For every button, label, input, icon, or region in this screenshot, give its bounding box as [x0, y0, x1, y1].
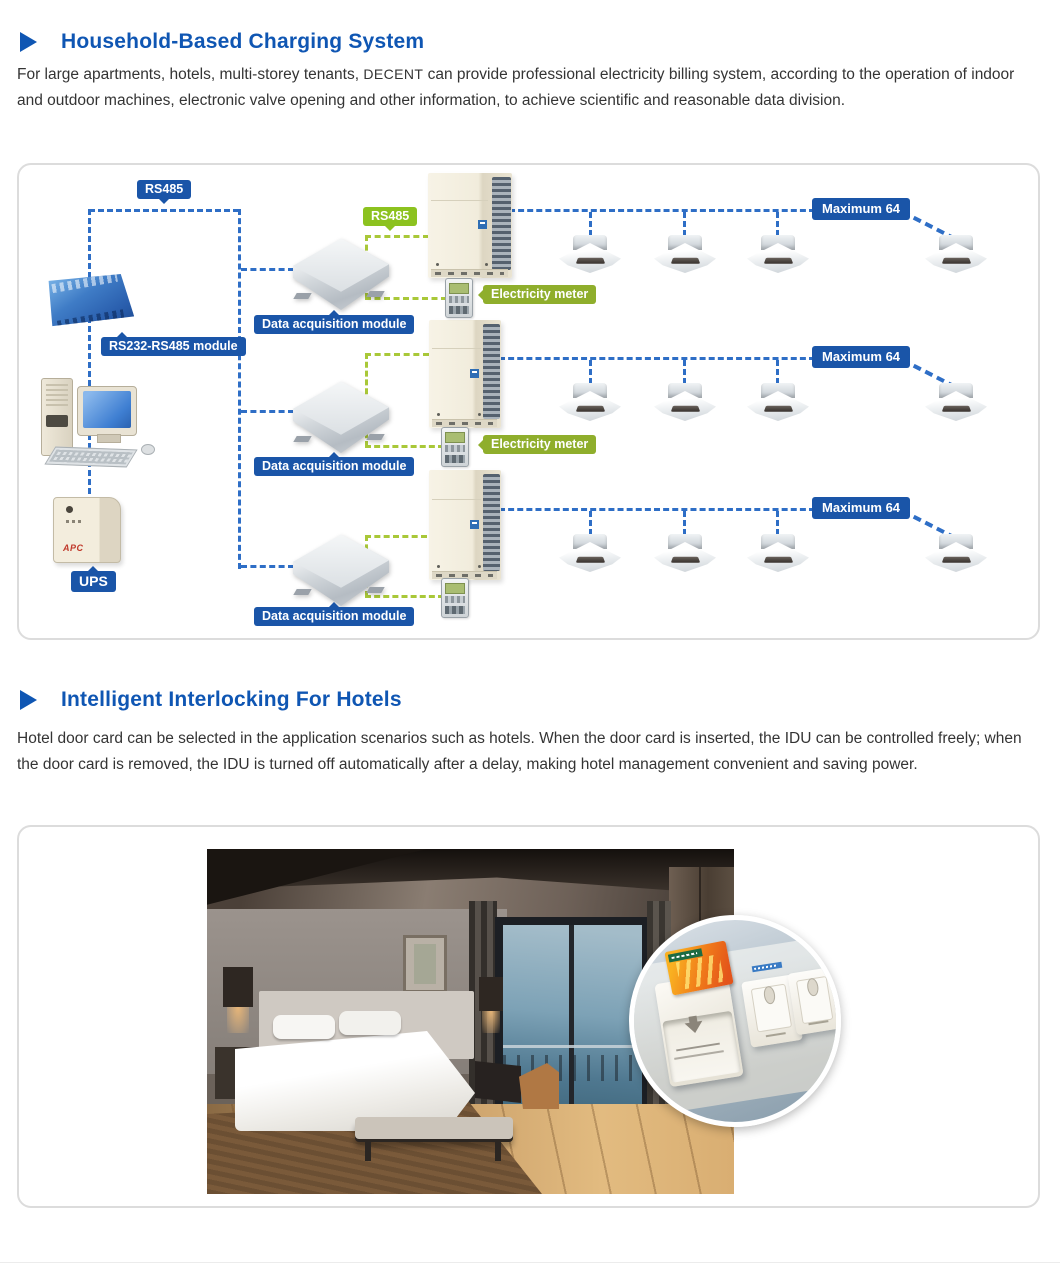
- photo-side-table: [475, 1061, 521, 1103]
- data-acquisition-module-3: [291, 533, 391, 609]
- idu-bus-1: [509, 209, 815, 212]
- maximum-64-label: Maximum 64: [812, 346, 910, 368]
- cassette-idu: [654, 534, 716, 572]
- idu-drop: [589, 360, 592, 384]
- idu-bus-2: [499, 357, 815, 360]
- paragraph-text: For large apartments, hotels, multi-storey tenants,: [17, 66, 364, 83]
- section1-paragraph: [17, 62, 1041, 113]
- pc-mouse: [141, 444, 155, 455]
- data-acquisition-module-2: [291, 380, 391, 456]
- outdoor-unit-1: [428, 173, 512, 278]
- photo-window-mullion: [569, 925, 574, 1124]
- wire-branch-2: [241, 410, 294, 413]
- arrow-bullet-icon: [20, 690, 37, 710]
- charging-system-diagram: [17, 163, 1040, 640]
- photo-bench: [355, 1117, 513, 1139]
- section1-heading: [20, 30, 424, 54]
- electricity-meter-3: [441, 578, 469, 618]
- ups-brand-label: APC: [63, 543, 84, 553]
- electricity-meter-1: [445, 278, 473, 318]
- idu-drop: [683, 511, 686, 535]
- cassette-idu: [654, 235, 716, 273]
- photo-lamp: [223, 967, 253, 1007]
- green-wire: [365, 353, 429, 356]
- photo-pillow: [273, 1015, 335, 1039]
- idu-drop: [683, 212, 686, 236]
- wire-branch-1: [241, 268, 294, 271]
- data-acquisition-module-1: [291, 237, 391, 313]
- wire-branch-3: [241, 565, 294, 568]
- page-bottom-divider: [0, 1262, 1060, 1263]
- insert-arrow-icon: [685, 1021, 706, 1044]
- photo-wall-art: [403, 935, 447, 993]
- cassette-idu: [559, 235, 621, 273]
- wall-switch: [787, 967, 841, 1035]
- idu-drop: [776, 360, 779, 384]
- cassette-idu: [559, 383, 621, 421]
- idu-drop: [589, 212, 592, 236]
- photo-lamp: [479, 977, 503, 1011]
- cassette-idu: [654, 383, 716, 421]
- outdoor-unit-3: [429, 470, 501, 580]
- wire-top: [89, 209, 239, 212]
- section2-heading: [20, 688, 402, 712]
- cassette-idu: [925, 534, 987, 572]
- monitoring-computer: [41, 370, 165, 470]
- idu-drop: [589, 511, 592, 535]
- rs485-label: RS485: [137, 180, 191, 199]
- idu-drop: [776, 212, 779, 236]
- paragraph-text: can provide professional electricity billing system, according to the operation of indoor and outdoor machines, electronic valve opening and other information, to achieve scientific and reasonable data division.: [17, 66, 1015, 109]
- cassette-idu: [747, 383, 809, 421]
- section1-title: Household-Based Charging System: [61, 30, 425, 53]
- maximum-64-label: Maximum 64: [812, 497, 910, 519]
- photo-balcony-rail: [503, 1045, 642, 1048]
- maximum-64-label: Maximum 64: [812, 198, 910, 220]
- rs485-green-label: RS485: [363, 207, 417, 226]
- section2-paragraph: Hotel door card can be selected in the application scenarios such as hotels. When the door card is inserted, the IDU can be controlled freely; when the door card is removed, the IDU is turned off automatically after a delay, making hotel management convenient and saving power.: [17, 730, 1022, 773]
- outdoor-unit-2: [429, 320, 501, 428]
- door-card-switch-inset: [629, 915, 841, 1127]
- ups-label: UPS: [71, 571, 116, 592]
- data-acquisition-module-label: Data acquisition module: [254, 315, 414, 334]
- electricity-meter-label: Electricity meter: [483, 435, 596, 454]
- idu-drop: [683, 360, 686, 384]
- electricity-meter-label: Electricity meter: [483, 285, 596, 304]
- cassette-idu: [925, 383, 987, 421]
- electricity-meter-2: [441, 427, 469, 467]
- cassette-idu: [559, 534, 621, 572]
- ups-device: [53, 497, 121, 563]
- idu-bus-3: [499, 508, 815, 511]
- pc-tower: [41, 378, 73, 456]
- brand-name: DECENT: [363, 66, 424, 82]
- photo-pillow: [339, 1011, 401, 1035]
- idu-drop: [776, 511, 779, 535]
- data-acquisition-module-label: Data acquisition module: [254, 457, 414, 476]
- hotel-photo-card: [17, 825, 1040, 1208]
- rs232-rs485-module-label: RS232-RS485 module: [101, 337, 246, 356]
- cassette-idu: [747, 235, 809, 273]
- arrow-bullet-icon: [20, 32, 37, 52]
- cassette-idu: [747, 534, 809, 572]
- pc-keyboard: [44, 447, 137, 468]
- wire-right-trunk: [238, 209, 241, 569]
- cassette-idu: [925, 235, 987, 273]
- data-acquisition-module-label: Data acquisition module: [254, 607, 414, 626]
- section2-title: Intelligent Interlocking For Hotels: [61, 688, 402, 711]
- pc-monitor: [77, 386, 137, 436]
